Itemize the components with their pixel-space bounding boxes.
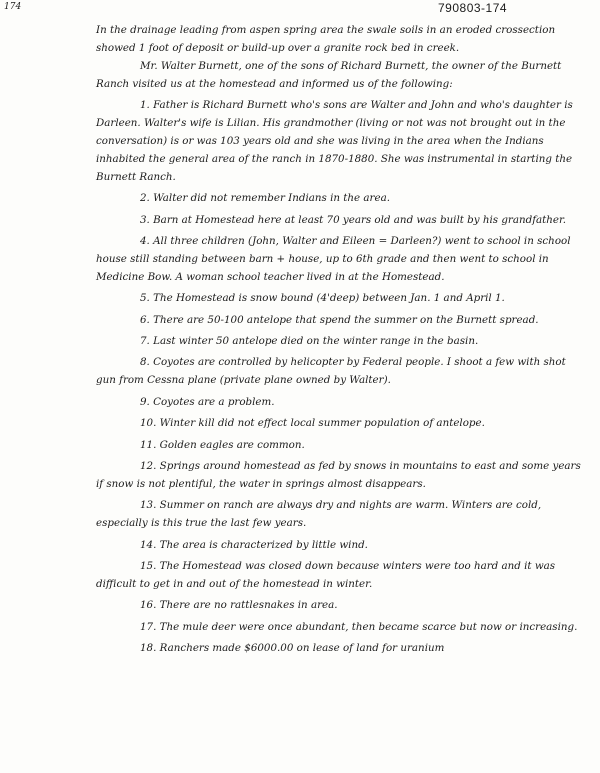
list-item bbox=[96, 290, 582, 308]
item-number: 8. bbox=[140, 356, 150, 369]
item-number: 5. bbox=[140, 292, 150, 305]
list-item bbox=[96, 312, 582, 330]
item-text: Walter did not remember Indians in the area. bbox=[153, 192, 390, 205]
item-number: 14. bbox=[140, 538, 157, 551]
item-number: 3. bbox=[140, 213, 150, 226]
list-item bbox=[96, 333, 582, 351]
document-id: 790803-174 bbox=[438, 1, 508, 15]
item-text: The Homestead is snow bound (4'deep) between Jan. 1 and April 1. bbox=[153, 292, 505, 305]
item-number: 12. bbox=[140, 459, 157, 472]
visit-paragraph: Mr. Walter Burnett, one of the sons of Richard Burnett, the owner of the Burnett Ranch visited us at the homestead and informed us of the following: bbox=[96, 59, 562, 90]
list-item bbox=[96, 97, 582, 187]
item-text: Last winter 50 antelope died on the winter range in the basin. bbox=[153, 335, 479, 347]
list-item bbox=[96, 190, 582, 208]
item-text: The Homestead was closed down because winters were too hard and it was difficult to get in and out of the homestead in winter. bbox=[96, 559, 556, 590]
list-item bbox=[96, 437, 582, 455]
item-number: 9. bbox=[140, 395, 150, 408]
item-text: Coyotes are a problem. bbox=[153, 395, 275, 408]
intro-paragraph: In the drainage leading from aspen spring area the swale soils in an eroded crossection showed 1 foot of deposit or build-up over a granite rock bed in creek. bbox=[96, 24, 556, 54]
item-text: All three children (John, Walter and Eileen = Darleen?) went to school in school house still standing between barn + house, up to 6th grade and then went to school in Medicine Bow. A woman school teacher lived in at the Homestead. bbox=[96, 234, 571, 283]
item-number: 15. bbox=[140, 559, 157, 572]
item-text: Summer on ranch are always dry and nights are warm. Winters are cold, especially is this true the last few years. bbox=[96, 499, 542, 530]
item-text: Golden eagles are common. bbox=[159, 438, 305, 451]
list-item bbox=[96, 233, 582, 287]
item-number: 2. bbox=[140, 192, 150, 205]
item-text: Coyotes are controlled by helicopter by Federal people. I shoot a few with shot gun from Cessna plane (private plane owned by Walter). bbox=[96, 356, 566, 387]
list-item bbox=[96, 497, 582, 533]
item-number: 11. bbox=[140, 438, 157, 451]
item-text: Father is Richard Burnett who's sons are Walter and John and who's daughter is Darleen. Walter's wife is Lilian. His grandmother (living or not was not brought out in the conversation) is or was 103 years old and she was living in the area when the Indians inhabited the general area of the ranch in 1870-1880. She was instrumental in starting the Burnett Ranch. bbox=[96, 99, 573, 183]
list-item bbox=[96, 354, 582, 390]
page-number: 174 bbox=[4, 2, 22, 12]
item-number: 18. bbox=[140, 642, 157, 655]
item-number: 16. bbox=[140, 599, 157, 612]
item-text: Springs around homestead as fed by snows in mountains to east and some years if snow is not plentiful, the water in springs almost disappears. bbox=[96, 459, 581, 490]
item-number: 7. bbox=[140, 335, 150, 347]
item-text: Ranchers made $6000.00 on lease of land for uranium bbox=[159, 642, 445, 655]
list-item bbox=[96, 394, 582, 412]
list-item bbox=[96, 458, 582, 494]
item-text: There are no rattlesnakes in area. bbox=[159, 599, 338, 612]
item-number: 17. bbox=[140, 620, 157, 633]
item-text: The mule deer were once abundant, then became scarce but now or increasing. bbox=[159, 620, 578, 633]
list-item bbox=[96, 212, 582, 230]
item-text: Barn at Homestead here at least 70 years old and was built by his grandfather. bbox=[153, 213, 567, 226]
item-number: 10. bbox=[140, 417, 157, 430]
notes-body bbox=[96, 22, 582, 658]
list-item bbox=[96, 597, 582, 615]
item-text: Winter kill did not effect local summer population of antelope. bbox=[159, 417, 485, 430]
item-number: 4. bbox=[140, 234, 150, 247]
item-text: The area is characterized by little wind. bbox=[159, 538, 368, 551]
list-item bbox=[96, 537, 582, 555]
item-number: 6. bbox=[140, 313, 150, 326]
item-number: 1. bbox=[140, 99, 150, 112]
list-item bbox=[96, 415, 582, 433]
item-number: 13. bbox=[140, 499, 157, 512]
list-item bbox=[96, 619, 582, 637]
item-text: There are 50-100 antelope that spend the summer on the Burnett spread. bbox=[153, 313, 539, 326]
list-item bbox=[96, 640, 582, 658]
list-item bbox=[96, 558, 582, 594]
